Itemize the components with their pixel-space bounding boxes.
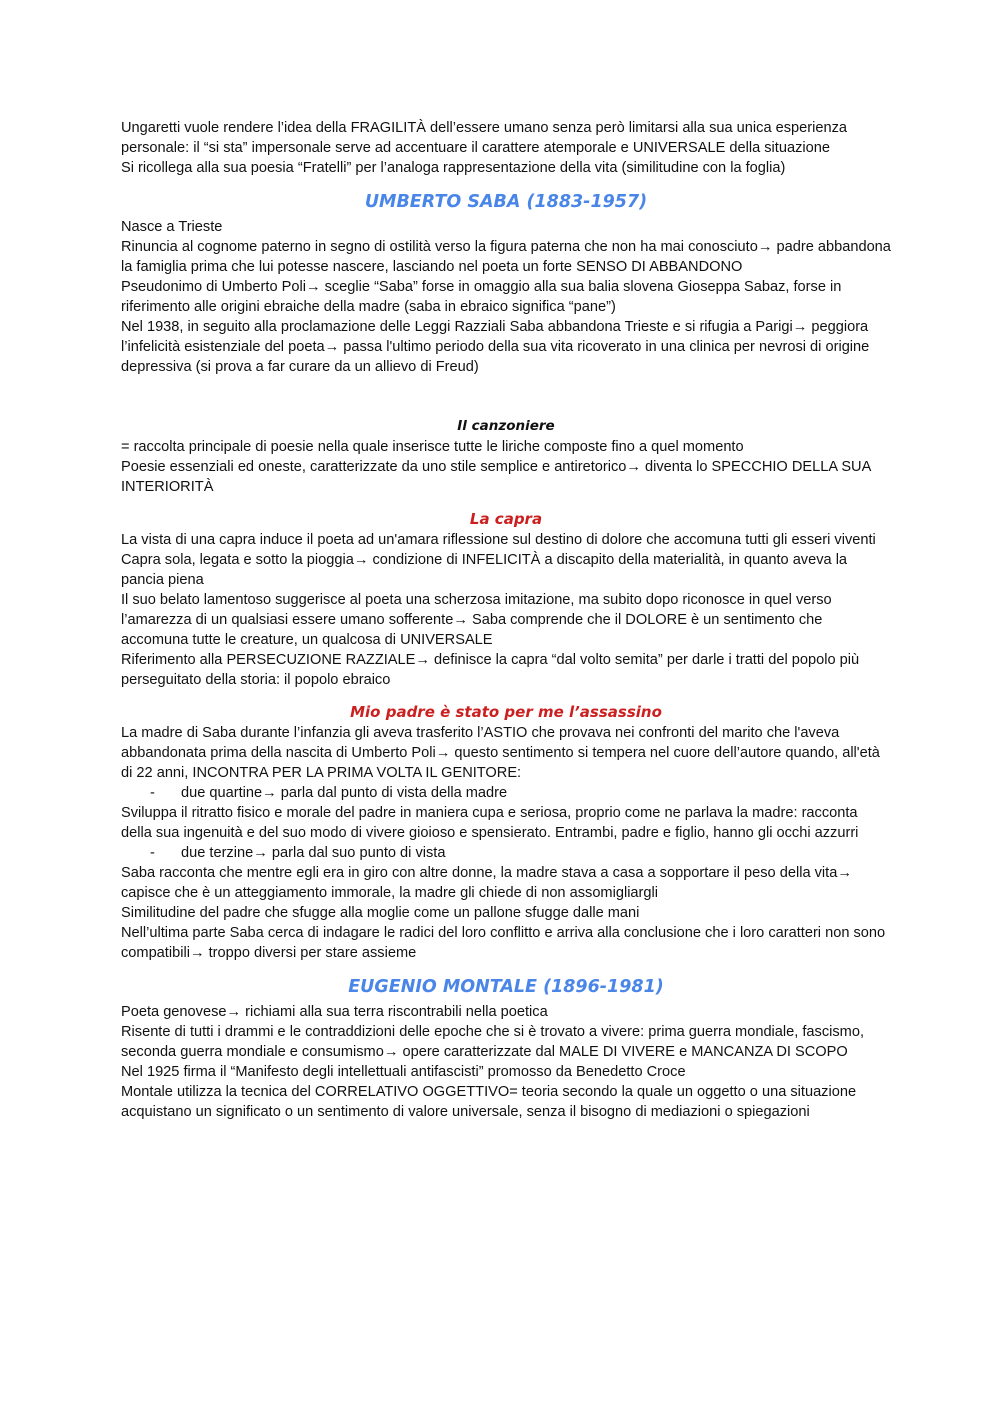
paragraph: Montale utilizza la tecnica del CORRELATIVO OGGETTIVO= teoria secondo la quale un oggetto o una situazione acquistano un significato o un sentimento di valore universale, senza il bisogno di mediazioni o spiegazioni (121, 1084, 857, 1120)
paragraph: Ungaretti vuole rendere l’idea della FRAGILITÀ dell’essere umano senza però limitarsi alla sua unica esperienza personale: il “si sta” impersonale serve ad accentuare il carattere atemporale e UNIVERSALE della situazione (121, 120, 848, 156)
bullet-list (121, 843, 891, 863)
paragraph: Rinuncia al cognome paterno in segno di ostilità verso la figura paterna che non ha mai conosciuto→ padre abbandona la famiglia prima che lui potesse nascere, lasciando nel poeta un forte SENSO DI ABBANDONO (121, 239, 891, 275)
paragraph: Saba racconta che mentre egli era in giro con altre donne, la madre stava a casa a sopportare il peso della vita→ capisce che è un atteggiamento immorale, la madre gli chiede di non assomigliargli (121, 865, 852, 901)
paragraph: La madre di Saba durante l’infanzia gli aveva trasferito l’ASTIO che provava nei confronti del marito che l'aveva abbandonata prima della nascita di Umberto Poli→ questo sentimento si tempera nel cuore dell’autore quando, all'età di 22 anni, INCONTRA PER LA PRIMA VOLTA IL GENITORE: (121, 725, 880, 781)
section-title-capra: La capra (469, 510, 543, 528)
saba-section (121, 217, 891, 377)
section-title-saba: UMBERTO SABA (1883-1957) (364, 192, 648, 212)
intro-section (121, 118, 891, 178)
section-title-padre: Mio padre è stato per me l’assassino (350, 703, 662, 721)
padre-section (121, 723, 891, 963)
list-item: - due terzine→ parla dal suo punto di vista (150, 843, 891, 863)
list-item: - due quartine→ parla dal punto di vista della madre (150, 783, 891, 803)
paragraph: Capra sola, legata e sotto la pioggia→ condizione di INFELICITÀ a discapito della materialità, in quanto aveva la pancia piena (121, 552, 848, 588)
paragraph: Pseudonimo di Umberto Poli→ sceglie “Saba” forse in omaggio alla sua balia slovena Gioseppa Sabaz, forse in riferimento alle origini ebraiche della madre (saba in ebraico significa “pane”) (121, 279, 842, 315)
paragraph: Poeta genovese→ richiami alla sua terra riscontrabili nella poetica (121, 1004, 548, 1020)
paragraph: Risente di tutti i drammi e le contraddizioni delle epoche che si è trovato a vivere: prima guerra mondiale, fascismo, seconda guerra mondiale e consumismo→ opere caratterizzate dal MALE DI VIVERE e MANCANZA DI SCOPO (121, 1024, 865, 1060)
paragraph: La vista di una capra induce il poeta ad un'amara riflessione sul destino di dolore che accomuna tutti gli esseri viventi (121, 532, 876, 548)
document-page (121, 118, 891, 1122)
bullet-list (121, 783, 891, 803)
capra-section (121, 530, 891, 690)
canzoniere-section (121, 437, 891, 497)
paragraph: Nel 1925 firma il “Manifesto degli intellettuali antifascisti” promosso da Benedetto Croce (121, 1064, 686, 1080)
paragraph: Il suo belato lamentoso suggerisce al poeta una scherzosa imitazione, ma subito dopo riconosce in quel verso l’amarezza di un qualsiasi essere umano sofferente→ Saba comprende che il DOLORE è un sentimento che accomuna tutte le creature, un qualcosa di UNIVERSALE (121, 592, 832, 648)
section-title-canzoniere: Il canzoniere (457, 418, 555, 434)
paragraph: Similitudine del padre che sfugge alla moglie come un pallone sfugge dalle mani (121, 905, 640, 921)
paragraph: Riferimento alla PERSECUZIONE RAZZIALE→ definisce la capra “dal volto semita” per darle i tratti del popolo più perseguitato della storia: il popolo ebraico (121, 652, 860, 688)
paragraph: Sviluppa il ritratto fisico e morale del padre in maniera cupa e seriosa, proprio come ne parlava la madre: racconta della sua ingenuità e del suo modo di vivere gioioso e spensierato. Entrambi, padre e figlio, hanno gli occhi azzurri (121, 805, 859, 841)
paragraph: = raccolta principale di poesie nella quale inserisce tutte le liriche composte fino a quel momento (121, 439, 744, 455)
montale-section (121, 1002, 891, 1122)
paragraph: Nel 1938, in seguito alla proclamazione delle Leggi Razziali Saba abbandona Trieste e si rifugia a Parigi→ peggiora l’infelicità esistenziale del poeta→ passa l'ultimo periodo della sua vita ricoverato in una clinica per nevrosi di origine depressiva (si prova a far curare da un allievo di Freud) (121, 319, 870, 375)
paragraph: Nasce a Trieste (121, 219, 223, 235)
paragraph: Poesie essenziali ed oneste, caratterizzate da uno stile semplice e antiretorico→ diventa lo SPECCHIO DELLA SUA INTERIORITÀ (121, 459, 871, 495)
paragraph: Si ricollega alla sua poesia “Fratelli” per l’analoga rappresentazione della vita (similitudine con la foglia) (121, 160, 786, 176)
section-title-montale: EUGENIO MONTALE (1896-1981) (348, 977, 664, 997)
paragraph: Nell’ultima parte Saba cerca di indagare le radici del loro conflitto e arriva alla conclusione che i loro caratteri non sono compatibili→ troppo diversi per stare assieme (121, 925, 886, 961)
